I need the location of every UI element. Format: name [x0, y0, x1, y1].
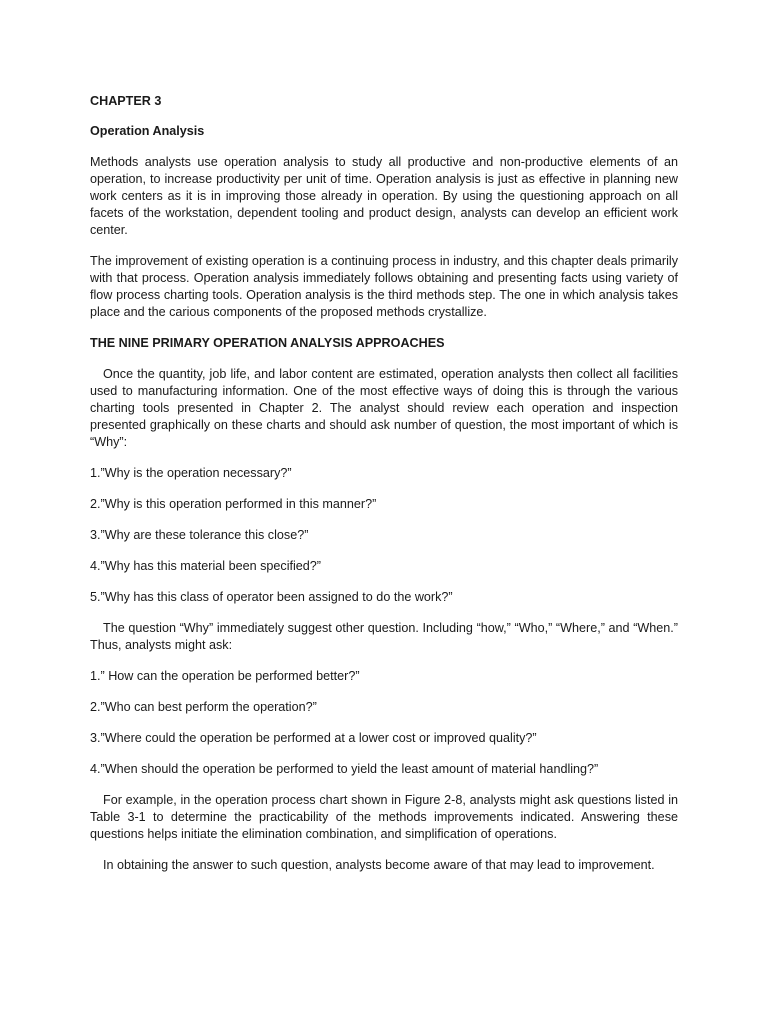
intro-paragraph-2: The improvement of existing operation is a continuing process in industry, and this chapter deals primarily with that process. Operation analysis immediately follows obtaining and presenting facts using variety of flow process charting tools. Operation analysis is the third methods step. The one in which analysis takes place and the carious components of the proposed methods crystallize. — [90, 254, 678, 319]
example-paragraph: For example, in the operation process chart shown in Figure 2-8, analysts might ask questions listed in Table 3-1 to determine the practicability of the methods improvements indicated. Answering these questions helps initiate the elimination combination, and simplification of operations. — [90, 793, 678, 841]
closing-paragraph: In obtaining the answer to such question, analysts become aware of that may lead to improvement. — [103, 858, 655, 872]
approaches-paragraph: Once the quantity, job life, and labor content are estimated, operation analysts then collect all facilities used to manufacturing information. One of the most effective ways of doing this is through the various charting tools presented in Chapter 2. The analyst should review each operation and inspection presented graphically on these charts and should ask number of question, the most important of which is “Why”: — [90, 367, 678, 449]
why-question-3: 3.”Why are these tolerance this close?” — [90, 528, 309, 542]
other-question-3: 3.”Where could the operation be performed at a lower cost or improved quality?” — [90, 731, 537, 745]
section-title: Operation Analysis — [90, 124, 205, 138]
other-question-2: 2.”Who can best perform the operation?” — [90, 700, 317, 714]
why-question-5: 5.”Why has this class of operator been assigned to do the work?” — [90, 590, 453, 604]
chapter-label: CHAPTER 3 — [90, 94, 162, 108]
why-question-1: 1.”Why is the operation necessary?” — [90, 466, 292, 480]
other-question-1: 1.” How can the operation be performed better?” — [90, 669, 360, 683]
why-question-4: 4.”Why has this material been specified?” — [90, 559, 321, 573]
other-question-4: 4.”When should the operation be performed to yield the least amount of material handling?” — [90, 762, 599, 776]
document-page — [90, 93, 678, 888]
why-question-2: 2.”Why is this operation performed in this manner?” — [90, 497, 377, 511]
intro-paragraph-1: Methods analysts use operation analysis to study all productive and non-productive elements of an operation, to increase productivity per unit of time. Operation analysis is just as effective in planning new work centers as it is in improving those already in operation. By using the questioning approach on all facets of the workstation, dependent tooling and product design, analysts can develop an efficient work center. — [90, 155, 678, 237]
approaches-subheading: THE NINE PRIMARY OPERATION ANALYSIS APPROACHES — [90, 336, 445, 350]
why-followup-paragraph: The question “Why” immediately suggest other question. Including “how,” “Who,” “Where,” and “When.” Thus, analysts might ask: — [90, 621, 678, 652]
